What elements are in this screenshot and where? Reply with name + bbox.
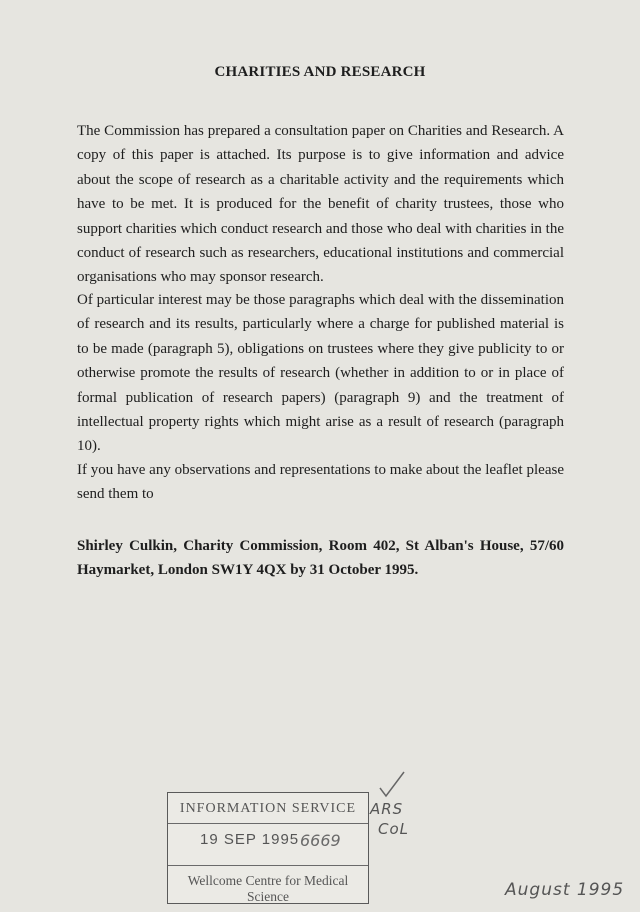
stamp-divider xyxy=(168,823,368,824)
stamp-date: 19 SEP 1995 xyxy=(200,831,300,848)
paragraph-observations: If you have any observations and representations to make about the leaflet please send them to xyxy=(77,462,564,503)
received-stamp xyxy=(167,792,369,904)
handwritten-initials: ARS xyxy=(370,800,404,818)
checkmark-icon xyxy=(378,770,408,800)
handwritten-date: August 1995 xyxy=(505,880,625,900)
contact-address: Shirley Culkin, Charity Commission, Room 402, St Alban's House, 57/60 Haymarket, London SW1Y 4QX by 31 October 1995. xyxy=(77,538,564,579)
stamp-organisation: Wellcome Centre for Medical Science xyxy=(187,873,349,904)
stamp-divider xyxy=(168,865,368,866)
handwritten-code: CoL xyxy=(378,820,410,838)
paragraph-consultation: The Commission has prepared a consultation paper on Charities and Research. A copy of this paper is attached. Its purpose is to give information and advice about the scope of research as a charitable activity and the requirements which have to be met. It is produced for the benefit of charity trustees, those who support charities which conduct research and those who deal with charities in the conduct of research such as researchers, educational institutions and commercial organisations who may sponsor research. xyxy=(77,123,564,286)
stamp-number: 6669 xyxy=(300,831,341,850)
paragraph-dissemination: Of particular interest may be those paragraphs which deal with the dissemination of research and its results, particularly where a charge for published material is to be made (paragraph 5), obligations on trustees where they give publicity to or otherwise promote the results of research (whether in addition to or in place of formal publication of research papers) (paragraph 9) and the treatment of intellectual property rights which might arise as a result of research (paragraph 10). xyxy=(77,292,564,455)
stamp-heading: INFORMATION SERVICE xyxy=(179,801,357,816)
document-title: CHARITIES AND RESEARCH xyxy=(214,64,426,80)
